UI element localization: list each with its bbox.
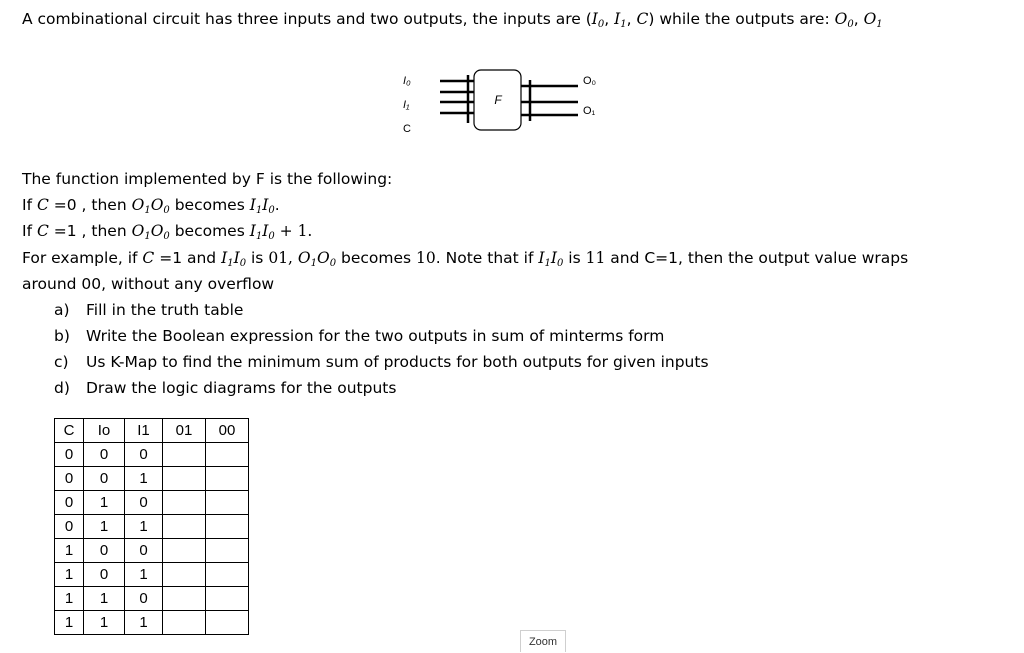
cell: 0	[125, 443, 163, 467]
cell: 1	[55, 563, 84, 587]
cell: 1	[84, 611, 125, 635]
cell: 1	[55, 611, 84, 635]
diagram-input-i0: I₀	[403, 75, 411, 87]
example-continuation: around 00, without any overflow	[22, 275, 275, 293]
intro-text-a: A combinational circuit has three inputs and two outputs, the inputs are (	[22, 10, 592, 28]
diagram-output-o1: O₁	[583, 105, 596, 117]
answer-cell[interactable]	[163, 563, 206, 587]
math-O0: $O_0$	[834, 10, 854, 30]
cell: 0	[125, 539, 163, 563]
table-row	[55, 587, 249, 611]
question-b: b) Write the Boolean expression for the two outputs in sum of minterms form	[54, 327, 665, 345]
answer-cell[interactable]	[206, 467, 249, 491]
answer-cell[interactable]	[206, 515, 249, 539]
header-o1: 01	[163, 419, 206, 443]
answer-cell[interactable]	[206, 587, 249, 611]
diagram-output-o0: O₀	[583, 75, 597, 87]
table-header-row	[55, 419, 249, 443]
cell: 0	[84, 539, 125, 563]
header-c: C	[55, 419, 84, 443]
answer-cell[interactable]	[206, 611, 249, 635]
header-io: Io	[84, 419, 125, 443]
function-heading: The function implemented by F is the following:	[22, 170, 393, 188]
table-row	[55, 491, 249, 515]
cell: 0	[84, 563, 125, 587]
table-row	[55, 563, 249, 587]
math-C: C	[636, 10, 649, 28]
cell: 0	[55, 467, 84, 491]
rule-c1: If C =1 , then $O_1O_0$ becomes $I_1I_0 + 1$.	[22, 222, 313, 242]
cell: 0	[125, 491, 163, 515]
question-c: c) Us K-Map to find the minimum sum of products for both outputs for given inputs	[54, 353, 709, 371]
cell: 1	[55, 539, 84, 563]
answer-cell[interactable]	[206, 563, 249, 587]
answer-cell[interactable]	[163, 467, 206, 491]
truth-table	[54, 418, 249, 635]
cell: 0	[55, 515, 84, 539]
table-row	[55, 467, 249, 491]
answer-cell[interactable]	[163, 539, 206, 563]
cell: 1	[125, 515, 163, 539]
table-row	[55, 611, 249, 635]
math-I0: $I_0$	[591, 10, 605, 30]
answer-cell[interactable]	[163, 515, 206, 539]
cell: 1	[125, 611, 163, 635]
question-d: d) Draw the logic diagrams for the outputs	[54, 379, 397, 397]
cell: 0	[84, 467, 125, 491]
cell: 1	[84, 491, 125, 515]
math-O1: $O_1$	[863, 10, 883, 30]
block-diagram	[390, 66, 610, 140]
cell: 0	[55, 491, 84, 515]
answer-cell[interactable]	[163, 611, 206, 635]
math-I1: $I_1$	[614, 10, 627, 30]
function-box-label: F	[494, 93, 502, 107]
answer-cell[interactable]	[206, 443, 249, 467]
output-wires	[521, 80, 578, 121]
table-row	[55, 443, 249, 467]
cell: 1	[55, 587, 84, 611]
cell: 1	[125, 563, 163, 587]
header-o0: 00	[206, 419, 249, 443]
diagram-input-i1: I₁	[403, 99, 410, 111]
cell: 0	[55, 443, 84, 467]
input-wires	[440, 75, 474, 123]
header-i1: I1	[125, 419, 163, 443]
intro-line: A combinational circuit has three inputs and two outputs, the inputs are ($I_0$, $I_1$, C) while the outputs are: $O_0$, $O_1$	[22, 10, 883, 30]
answer-cell[interactable]	[163, 443, 206, 467]
cell: 0	[84, 443, 125, 467]
cell: 0	[125, 587, 163, 611]
table-row	[55, 515, 249, 539]
question-a: a) Fill in the truth table	[54, 301, 244, 319]
cell: 1	[84, 587, 125, 611]
diagram-input-c: C	[403, 123, 411, 135]
rule-c0: If C =0 , then $O_1O_0$ becomes $I_1I_0$.	[22, 196, 280, 216]
answer-cell[interactable]	[206, 491, 249, 515]
intro-text-b: ) while the outputs are:	[648, 10, 835, 28]
example-line: For example, if C =1 and $I_1I_0$ is 01, $O_1O_0$ becomes 10. Note that if $I_1I_0$ is 11 and C=1, then the output value wraps	[22, 249, 909, 269]
cell: 1	[125, 467, 163, 491]
answer-cell[interactable]	[163, 491, 206, 515]
answer-cell[interactable]	[163, 587, 206, 611]
cell: 1	[84, 515, 125, 539]
zoom-button[interactable]: Zoom	[520, 630, 566, 652]
answer-cell[interactable]	[206, 539, 249, 563]
table-row	[55, 539, 249, 563]
